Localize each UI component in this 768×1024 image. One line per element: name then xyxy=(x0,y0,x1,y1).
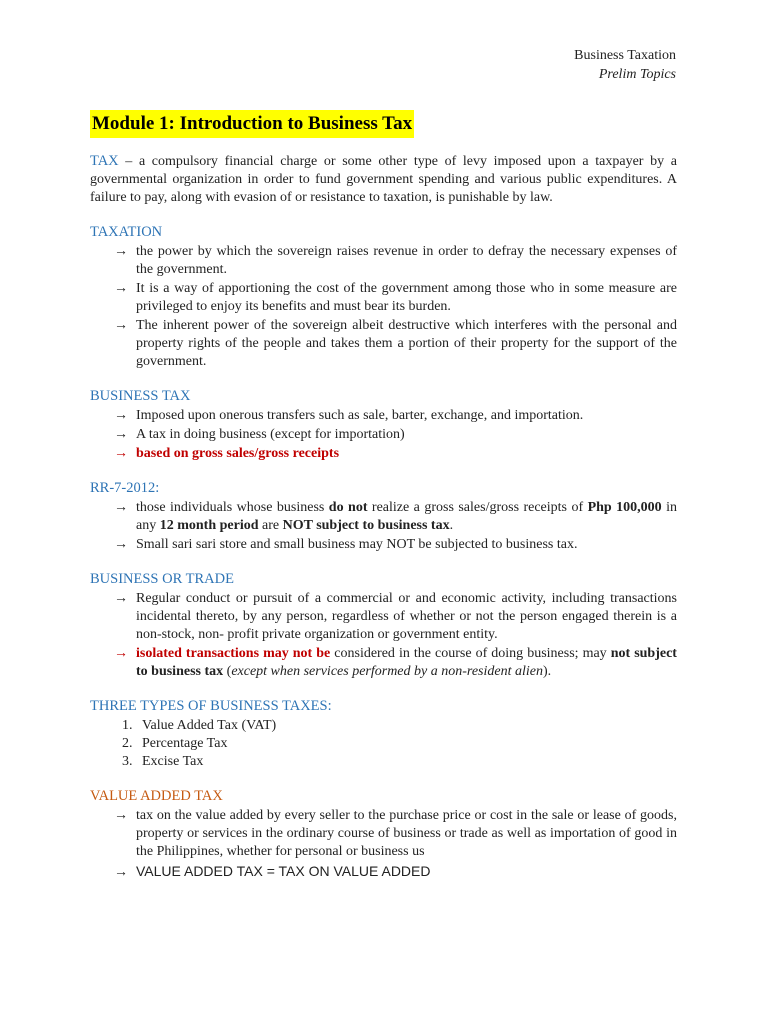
bold-run: NOT subject to business tax xyxy=(282,518,450,533)
arrow-icon: → xyxy=(114,537,128,552)
list-item xyxy=(114,807,677,861)
text-run: those individuals whose business xyxy=(136,500,329,515)
tax-term: TAX xyxy=(90,153,119,169)
arrow-icon: → xyxy=(114,446,128,461)
section-business-or-trade xyxy=(90,570,677,681)
bold-run: Php 100,000 xyxy=(587,500,662,515)
section-taxation xyxy=(90,223,677,371)
taxation-heading: TAXATION xyxy=(90,224,163,240)
bold-run: not subject to business tax xyxy=(136,646,677,679)
list-item xyxy=(114,317,677,371)
list-item: 3. Excise Tax xyxy=(136,753,677,771)
list-item-text: It is a way of apportioning the cost of the government among those who in some measure are privileged to enjoy its benefits and must bear its burden. xyxy=(136,281,677,314)
types-heading: THREE TYPES OF BUSINESS TAXES: xyxy=(90,698,332,714)
module-title: Module 1: Introduction to Business Tax xyxy=(90,110,414,138)
italic-run: except when services performed by a non-resident alien xyxy=(231,664,543,679)
page-header xyxy=(574,46,676,84)
text-run: ( xyxy=(223,664,232,679)
arrow-icon: → xyxy=(114,427,128,442)
arrow-icon: → xyxy=(114,281,128,296)
list-item xyxy=(114,243,677,279)
list-item xyxy=(114,499,677,535)
arrow-icon: → xyxy=(114,591,128,606)
section-rr xyxy=(90,479,677,554)
bold-run: 12 month period xyxy=(159,518,259,533)
list-item-text: tax on the value added by every seller to the purchase price or cost in the sale or lease of goods, property or services in the ordinary course of business or trade as well as importation of good in the Philippines, whether for personal or business us xyxy=(136,808,677,859)
list-item-text: the power by which the sovereign raises revenue in order to defray the necessary expenses of the government. xyxy=(136,244,677,277)
arrow-icon: → xyxy=(114,318,128,333)
list-item xyxy=(114,536,677,554)
tax-definition-text: – a compulsory financial charge or some other type of levy imposed upon a taxpayer by a governmental organization in order to fund government spending and various public expenditures. A failure to pay, along with evasion of or resistance to taxation, is punishable by law. xyxy=(90,154,677,205)
vat-heading: VALUE ADDED TAX xyxy=(90,788,223,804)
list-item-text: Small sari sari store and small business may NOT be subjected to business tax. xyxy=(136,537,578,552)
document-body xyxy=(90,152,677,881)
highlight-run: isolated transactions may not be xyxy=(136,646,331,661)
rr-heading: RR-7-2012: xyxy=(90,480,160,496)
arrow-icon: → xyxy=(114,863,128,879)
rr-list xyxy=(90,499,677,554)
list-item-text: VALUE ADDED TAX = TAX ON VALUE ADDED xyxy=(136,863,431,879)
list-item xyxy=(114,407,677,425)
types-list xyxy=(90,717,677,771)
list-item-text: Imposed upon onerous transfers such as sale, barter, exchange, and importation. xyxy=(136,408,584,423)
list-item-text: based on gross sales/gross receipts xyxy=(136,446,340,461)
list-item-text: The inherent power of the sovereign albeit destructive which interferes with the personal and property rights of the people and takes them a portion of their property for the support of the government. xyxy=(136,318,677,369)
list-item xyxy=(114,862,677,880)
list-item-highlight xyxy=(114,445,677,463)
list-item-text: A tax in doing business (except for importation) xyxy=(136,427,405,442)
section-three-types xyxy=(90,697,677,771)
vat-list xyxy=(90,807,677,880)
arrow-icon: → xyxy=(114,408,128,423)
business-tax-heading: BUSINESS TAX xyxy=(90,388,191,404)
list-item xyxy=(114,426,677,444)
bold-run: do not xyxy=(328,500,368,515)
trade-heading: BUSINESS OR TRADE xyxy=(90,571,234,587)
list-item xyxy=(114,590,677,644)
text-run: in any xyxy=(136,500,677,533)
list-item xyxy=(114,280,677,316)
arrow-icon: → xyxy=(114,646,128,661)
text-run: . xyxy=(449,518,454,533)
list-item xyxy=(114,645,677,681)
arrow-icon: → xyxy=(114,808,128,823)
list-item: 1. Value Added Tax (VAT) xyxy=(136,717,677,735)
text-run: realize a gross sales/gross receipts of xyxy=(367,500,588,515)
tax-definition xyxy=(90,152,677,207)
section-vat xyxy=(90,787,677,880)
list-item-text: Regular conduct or pursuit of a commercial or and economic activity, including transactions incidental thereto, by any person, regardless of whether or not the person engaged therein is a non-stock, non- profit private organization or government entity. xyxy=(136,591,677,642)
section-business-tax xyxy=(90,387,677,463)
taxation-list xyxy=(90,243,677,371)
text-run: considered in the course of doing business; may xyxy=(330,646,611,661)
list-item: 2. Percentage Tax xyxy=(136,735,677,753)
text-run: are xyxy=(258,518,283,533)
business-tax-list xyxy=(90,407,677,463)
arrow-icon: → xyxy=(114,500,128,515)
text-run: ). xyxy=(542,664,552,679)
header-course: Business Taxation xyxy=(574,48,676,63)
header-topic: Prelim Topics xyxy=(598,67,676,82)
arrow-icon: → xyxy=(114,244,128,259)
trade-list xyxy=(90,590,677,681)
